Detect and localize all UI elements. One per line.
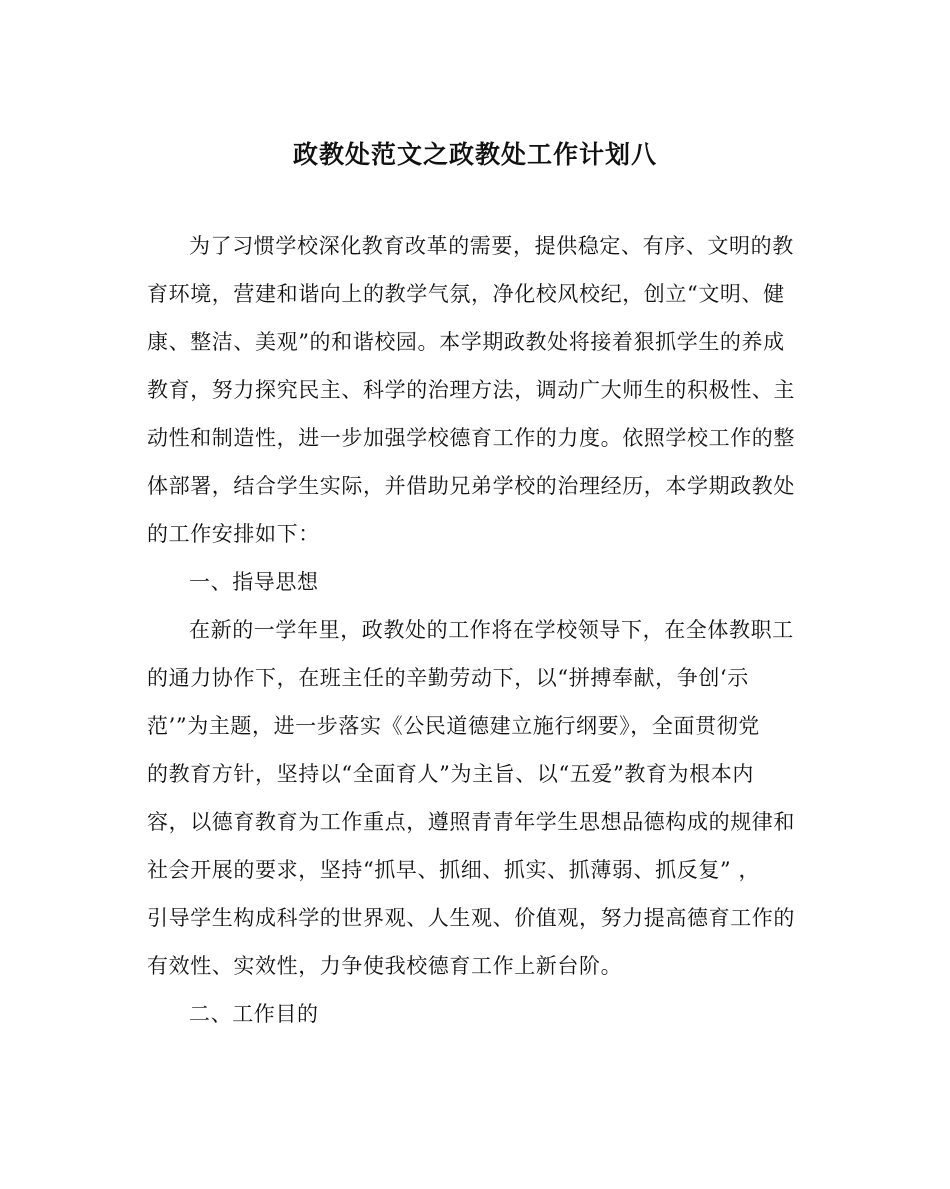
paragraph-guiding-ideology [147,606,807,990]
paragraph-line: 康、整洁、美观”的和谐校园。本学期政教处将接着狠抓学生的养成 [147,330,785,354]
paragraph-line: 体部署，结合学生实际，并借助兄弟学校的治理经历，本学期政教处 [147,474,795,498]
paragraph-line: 为了习惯学校深化教育改革的需要，提供稳定、有序、文明的教 [189,234,794,258]
paragraph-line: 社会开展的要求，坚持“抓早、抓细、抓实、抓薄弱、抓反复” ， [147,858,761,882]
section-heading-guiding-ideology: 一、指导思想 [189,570,319,594]
paragraph-line: 动性和制造性，进一步加强学校德育工作的力度。依照学校工作的整 [147,426,795,450]
paragraph-line: 引导学生构成科学的世界观、人生观、价值观，努力提高德育工作的 [147,906,795,930]
document-body [147,222,807,1038]
paragraph-line: 教育，努力探究民主、科学的治理方法，调动广大师生的积极性、主 [147,378,795,402]
paragraph-line: 容，以德育教育为工作重点，遵照青青年学生思想品德构成的规律和 [147,810,795,834]
paragraph-line: 有效性、实效性，力争使我校德育工作上新台阶。 [147,954,623,978]
paragraph-intro [147,222,807,558]
section-heading-work-goals: 二、工作目的 [189,1002,319,1026]
paragraph-line: 的教育方针，坚持以“全面育人”为主旨、以“五爱”教育为根本内 [147,762,754,786]
paragraph-line: 在新的一学年里，政教处的工作将在学校领导下，在全体教职工 [189,618,794,642]
paragraph-line: 育环境，营建和谐向上的教学气氛，净化校风校纪，创立“文明、健 [147,282,785,306]
paragraph-line: 范’”为主题，进一步落实《公民道德建立施行纲要》，全面贯彻党 [147,714,760,738]
paragraph-line: 的工作安排如下： [147,522,320,546]
document-title: 政教处范文之政教处工作计划八 [292,140,657,169]
paragraph-line: 的通力协作下，在班主任的辛勤劳动下，以“拼搏奉献，争创‘示 [147,666,749,690]
